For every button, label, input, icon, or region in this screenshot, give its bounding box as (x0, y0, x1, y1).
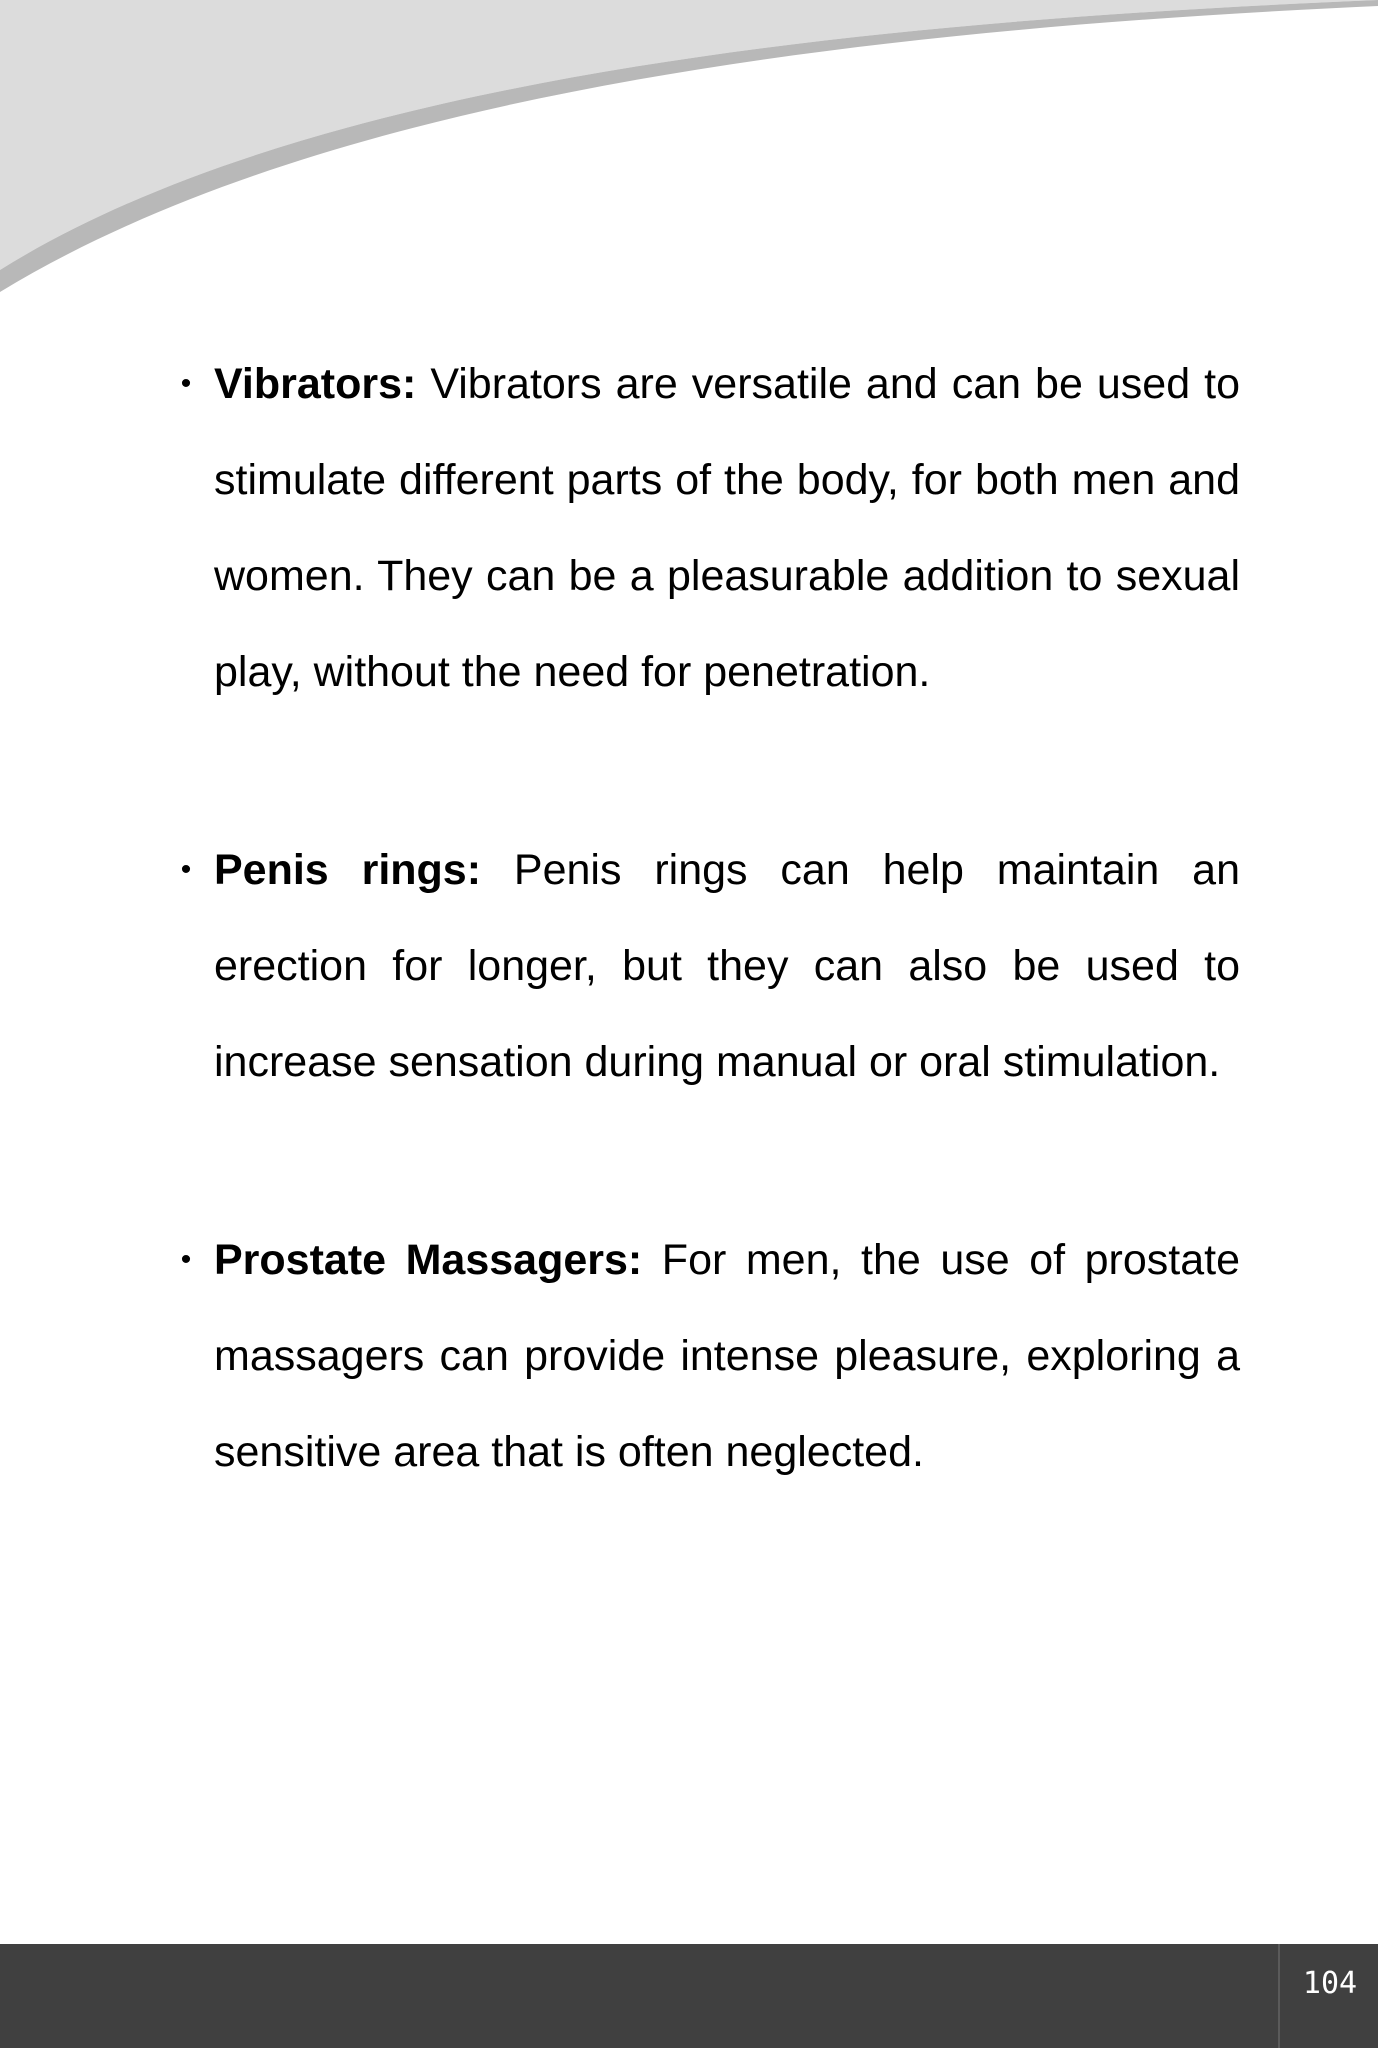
bullet-term: Penis rings: (214, 846, 482, 894)
bullet-term: Vibrators: (214, 360, 417, 408)
bullet-text: Penis rings can help maintain an erection for longer, but they can also be used to increase sensation during manual or oral stimulation. (214, 846, 1240, 1086)
bullet-dot: • (180, 1243, 192, 1276)
footer-divider (1278, 1944, 1280, 2048)
bullet-item-prostate-massagers (176, 1212, 1240, 1500)
main-content (176, 336, 1240, 1500)
bullet-item-penis-rings (176, 822, 1240, 1110)
bullet-term: Prostate Massagers: (214, 1236, 643, 1284)
bullet-item-vibrators (176, 336, 1240, 720)
footer-bar (0, 1944, 1378, 2048)
bullet-text: For men, the use of prostate massagers can provide intense pleasure, exploring a sensitive area that is often neglected. (214, 1236, 1240, 1476)
header-swoosh-decoration (0, 0, 1378, 300)
page-number: 104 (1302, 1966, 1358, 2001)
bullet-text: Vibrators are versatile and can be used to stimulate different parts of the body, for both men and women. They can be a pleasurable addition to sexual play, without the need for penetration. (214, 360, 1240, 696)
bullet-dot: • (180, 853, 192, 886)
bullet-dot: • (180, 367, 192, 400)
